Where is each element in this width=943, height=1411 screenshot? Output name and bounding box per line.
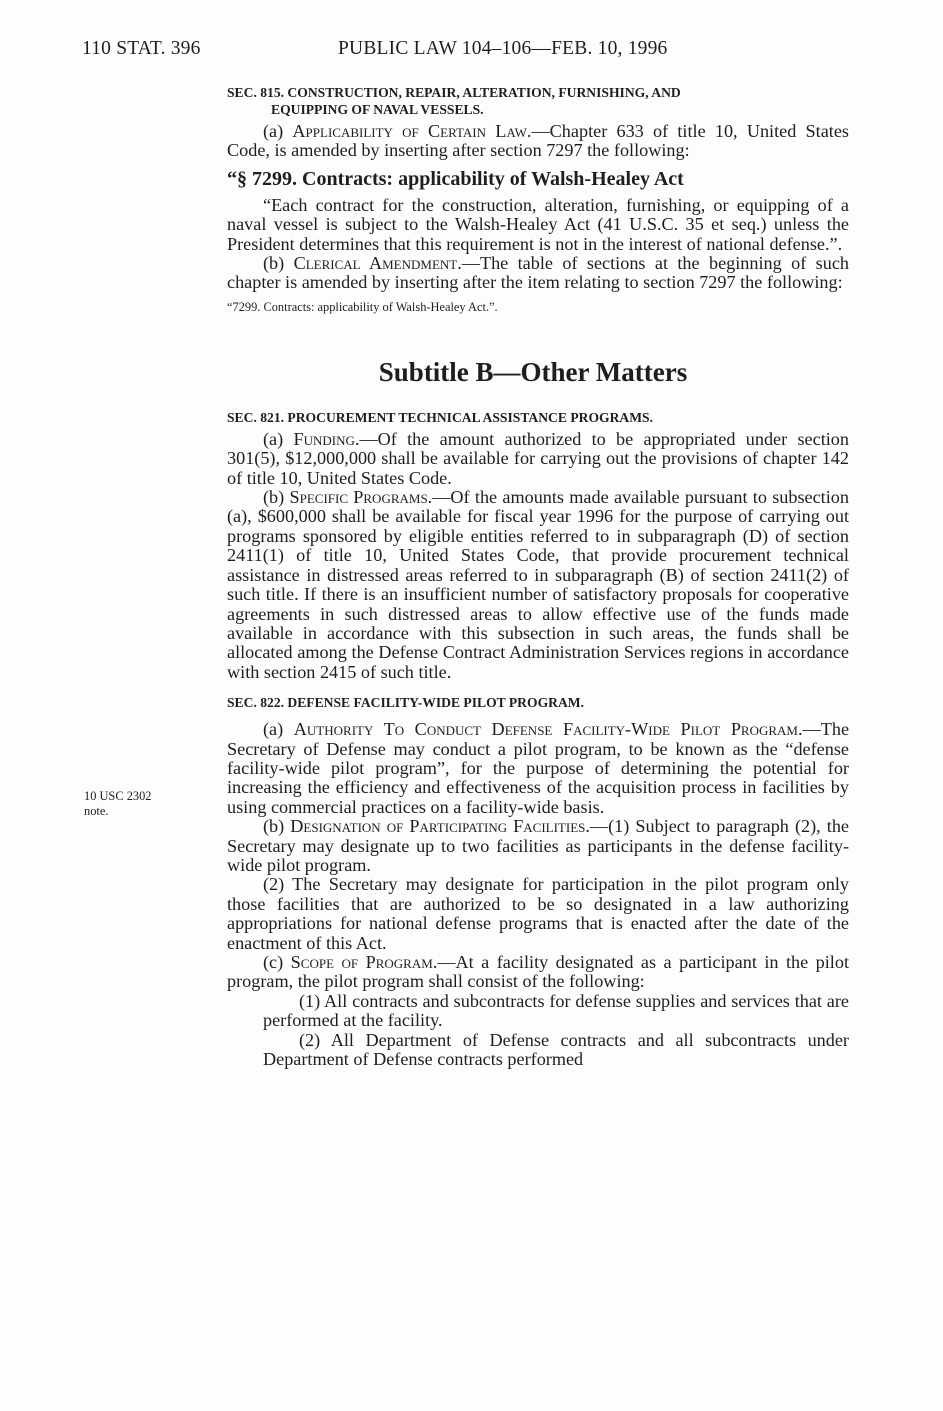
statute-page-number: 110 STAT. 396 [82, 38, 201, 59]
sec-821-subsection-a: (a) Funding.—Of the amount authorized to be appropriated under section 301(5), $12,000,000 shall be available for carrying out the provisions of chapter 142 of title 10, United States Code. [227, 428, 849, 488]
public-law-header: PUBLIC LAW 104–106—FEB. 10, 1996 [338, 38, 668, 59]
section-7299-title: “§ 7299. Contracts: applicability of Walsh-Healey Act [227, 167, 684, 190]
sec-821-heading: SEC. 821. PROCUREMENT TECHNICAL ASSISTANCE PROGRAMS. [227, 409, 654, 425]
subsection-caption: Scope of Program. [290, 952, 438, 972]
sec-822-subsection-c: (c) Scope of Program.—At a facility designated as a participant in the pilot program, the pilot program shall consist of the following: [227, 952, 850, 992]
subsection-caption: Authority To Conduct Defense Facility-Wide Pilot Program. [293, 719, 803, 740]
sec-815-heading [227, 84, 849, 118]
sec-822-heading: SEC. 822. DEFENSE FACILITY-WIDE PILOT PROGRAM. [227, 695, 585, 711]
subsection-caption: Specific Programs. [289, 487, 433, 508]
margin-note [84, 789, 194, 819]
subsection-caption: Designation of Participating Facilities. [290, 816, 590, 837]
sec-821-subsection-b: (b) Specific Programs.—Of the amounts made available pursuant to subsection (a), $600,000 shall be available for fiscal year 1996 for the purpose of carrying out programs sponsored by eligible entities referred to in subparagraph (D) of section 2411(1) of title 10, United States Code, that provide procurement technical assistance in distressed areas referred to in subparagraph (B) of section 2411(2) of such title. If there is an insufficient number of satisfactory proposals for cooperative agreements in such distressed areas to allow effective use of the funds made available in accordance with this subsection in such areas, the funds shall be allocated among the Defense Contract Administration Services regions in accordance with section 2415 of such title. [227, 487, 849, 682]
subtitle-heading: Subtitle B—Other Matters [378, 356, 688, 387]
sec-815-subsection-a: (a) Applicability of Certain Law.—Chapter 633 of title 10, United States Code, is amended by inserting after section 7297 the following: [227, 121, 849, 161]
sec-815-subsection-b: (b) Clerical Amendment.—The table of sections at the beginning of such chapter is amended by inserting after the item relating to section 7297 the following: [227, 253, 849, 293]
sec-815-heading-line2: EQUIPPING OF NAVAL VESSELS. [271, 102, 484, 117]
sec-822-subsection-b: (b) Designation of Participating Facilities.—(1) Subject to paragraph (2), the Secretary may designate up to two facilities as participants in the defense facility-wide pilot program. [227, 816, 849, 875]
sec-815-heading-line1: SEC. 815. CONSTRUCTION, REPAIR, ALTERATION, FURNISHING, AND [227, 85, 681, 100]
sec-822-subsection-c-paragraph-2: (2) All Department of Defense contracts and all subcontracts under Department of Defense contracts performed [263, 1029, 849, 1070]
subsection-caption: Applicability of Certain Law. [292, 121, 532, 141]
page-header [82, 38, 862, 68]
section-7299-text: “Each contract for the construction, alteration, furnishing, or equipping of a naval vessel is subject to the Walsh-Healey Act (41 U.S.C. 35 et seq.) unless the President determines that this requirement is not in the interest of national defense.”. [227, 194, 849, 254]
page-body [227, 84, 849, 1069]
sec-822-subsection-c-paragraph-1: (1) All contracts and subcontracts for defense supplies and services that are performed at the facility. [263, 990, 849, 1031]
sec-822-subsection-b-paragraph-2: (2) The Secretary may designate for participation in the pilot program only those facilities that are authorized to be so designated in a law authorizing appropriations for national defense programs that is enacted after the date of the enactment of this Act. [227, 874, 849, 953]
margin-note-label: note. [84, 804, 109, 818]
subsection-caption: Clerical Amendment. [293, 253, 462, 274]
margin-note-citation: 10 USC 2302 [84, 789, 152, 803]
table-of-sections-item: “7299. Contracts: applicability of Walsh-Healey Act.”. [227, 299, 498, 314]
subsection-caption: Funding. [293, 428, 360, 449]
sec-822-subsection-a: (a) Authority To Conduct Defense Facility-Wide Pilot Program.—The Secretary of Defense may conduct a pilot program, to be known as the “defense facility-wide pilot program”, for the purpose of determining the potential for increasing the efficiency and effectiveness of the acquisition process in facilities by using commercial practices on a facility-wide basis. [227, 719, 850, 817]
